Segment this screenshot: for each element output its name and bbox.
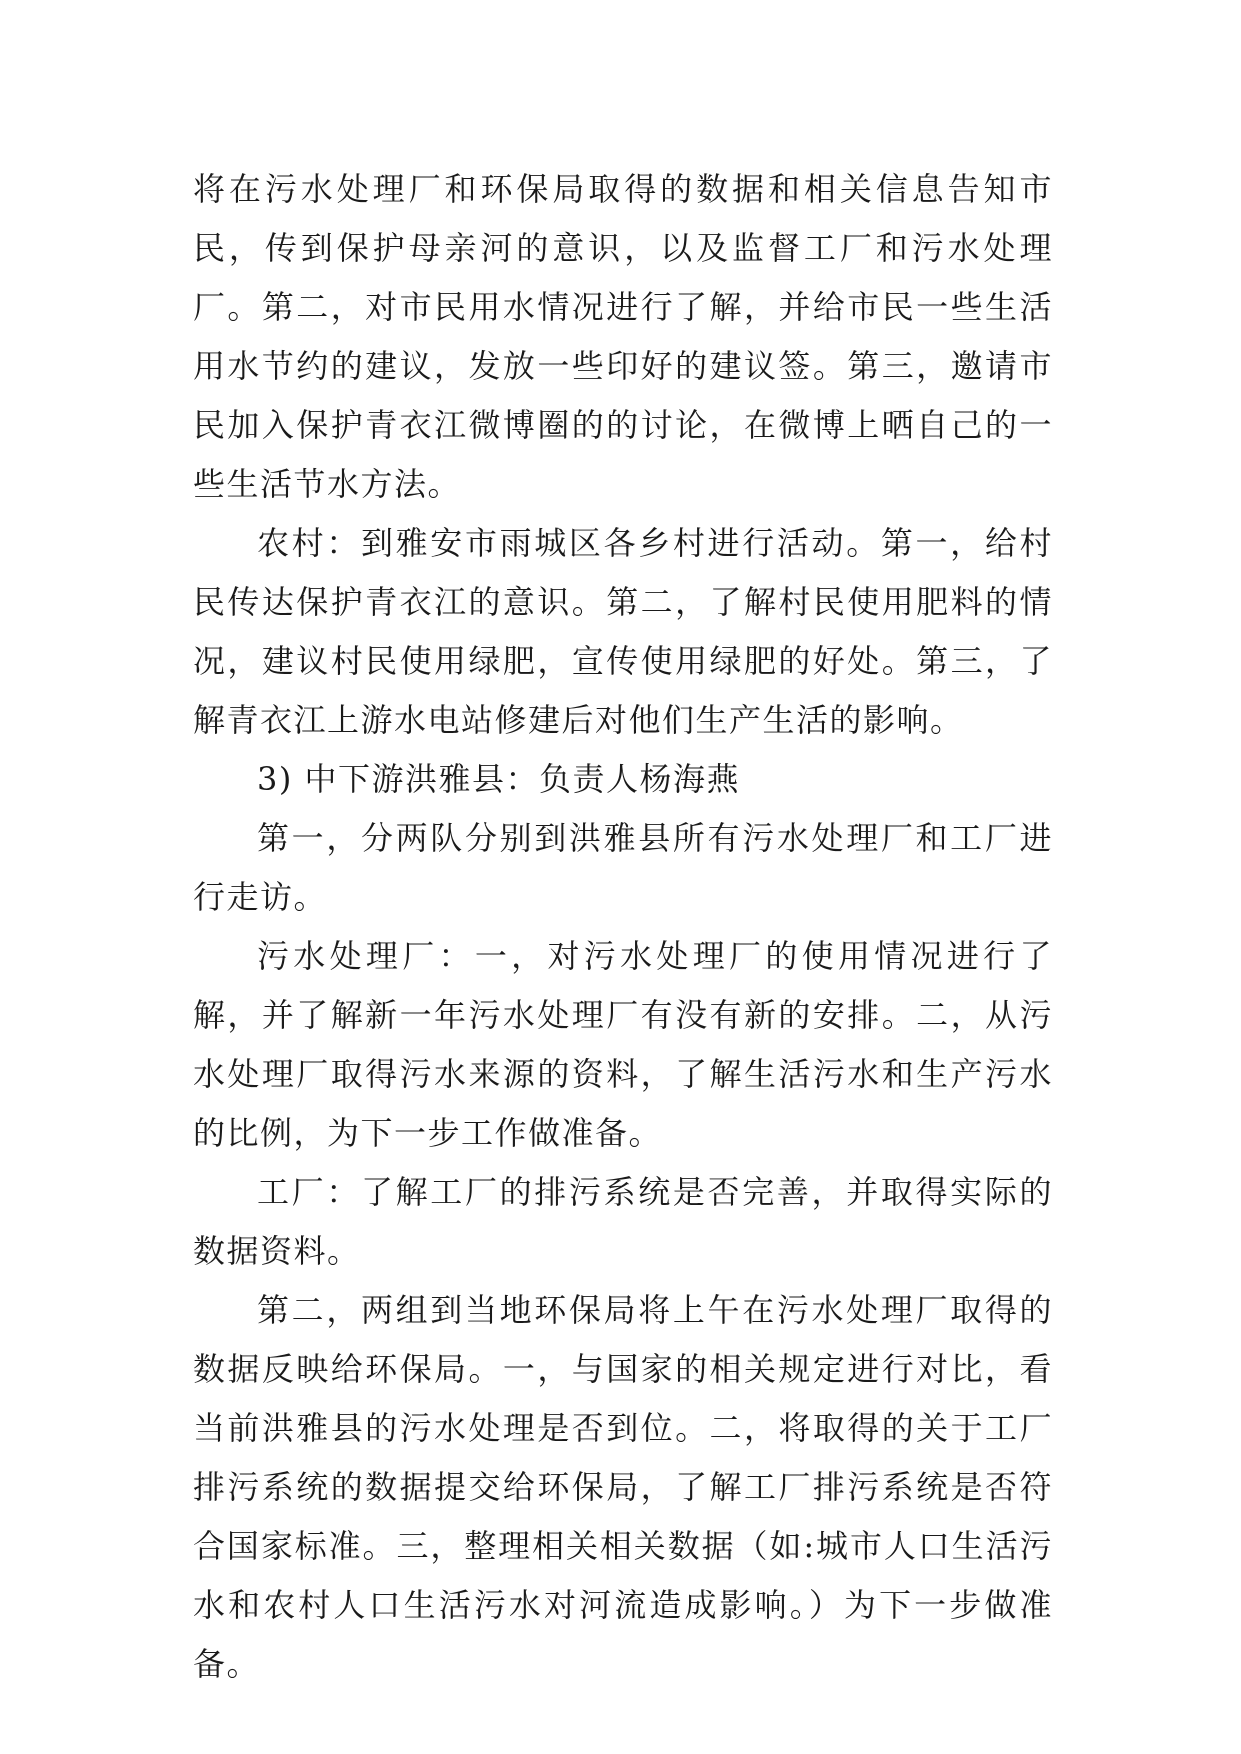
paragraph-step-two: 第二，两组到当地环保局将上午在污水处理厂取得的数据反映给环保局。一，与国家的相关规定进行对比，看当前洪雅县的污水处理是否到位。二，将取得的关于工厂排污系统的数据提交给环保局，了解工厂排污系统是否符合国家标准。三，整理相关相关数据（如:城市人口生活污水和农村人口生活污水对河流造成影响。）为下一步做准备。 <box>193 1291 1053 1683</box>
paragraph-urban-continuation: 将在污水处理厂和环保局取得的数据和相关信息告知市民，传到保护母亲河的意识，以及监督工厂和污水处理厂。第二，对市民用水情况进行了解，并给市民一些生活用水节约的建议，发放一些印好的建议签。第三，邀请市民加入保护青衣江微博圈的的讨论，在微博上晒自己的一些生活节水方法。 <box>193 170 1053 503</box>
document-body <box>193 160 1053 1694</box>
paragraph-step-one: 第一，分两队分别到洪雅县所有污水处理厂和工厂进行走访。 <box>193 819 1053 916</box>
section-heading-hongya: 3) 中下游洪雅县：负责人杨海燕 <box>257 760 741 798</box>
paragraph-sewage-plant: 污水处理厂：一，对污水处理厂的使用情况进行了解，并了解新一年污水处理厂有没有新的安排。二，从污水处理厂取得污水来源的资料，了解生活污水和生产污水的比例，为下一步工作做准备。 <box>193 937 1053 1152</box>
paragraph-rural: 农村：到雅安市雨城区各乡村进行活动。第一，给村民传达保护青衣江的意识。第二，了解村民使用肥料的情况，建议村民使用绿肥，宣传使用绿肥的好处。第三，了解青衣江上游水电站修建后对他们生产生活的影响。 <box>193 524 1053 739</box>
paragraph-factory: 工厂：了解工厂的排污系统是否完善，并取得实际的数据资料。 <box>193 1173 1053 1270</box>
